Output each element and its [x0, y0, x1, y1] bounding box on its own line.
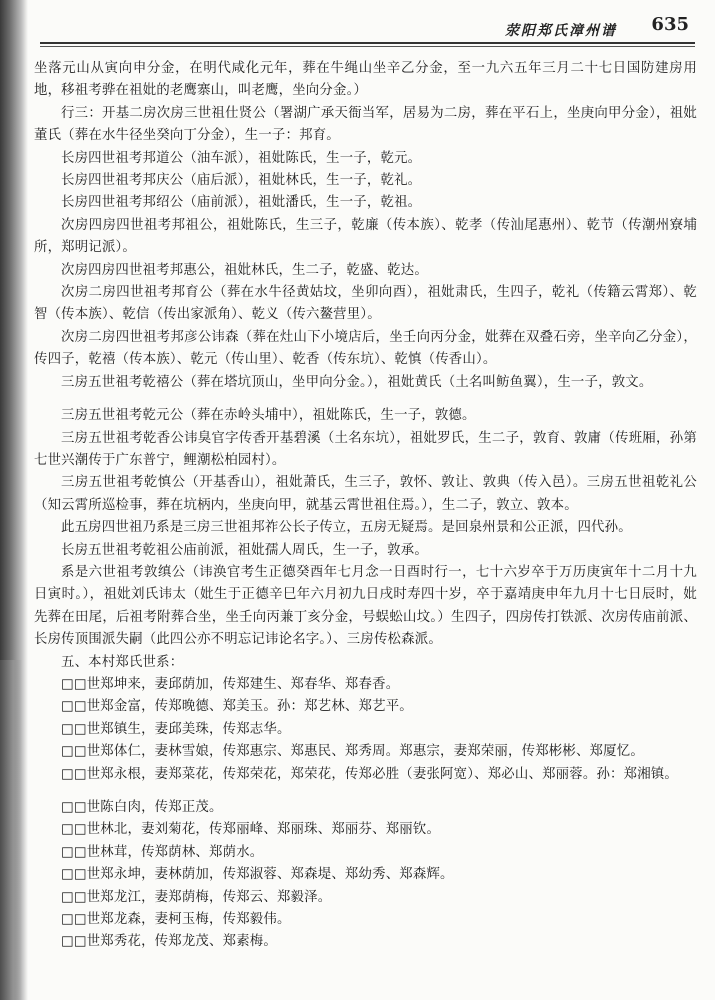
- page-number: 635: [651, 14, 689, 35]
- page-header: [40, 14, 695, 42]
- paragraph: 五、本村郑氏世系：: [61, 654, 184, 670]
- paragraph: 长房四世祖考邦绍公（庙前派），祖妣潘氏，生一子，乾祖。: [61, 195, 422, 211]
- paragraph: 长房五世祖考乾祖公庙前派，祖妣孺人周氏，生一子，敦承。: [61, 542, 428, 558]
- paragraph: 次房二房四世祖考邦彦公讳森（葬在灶山下小境店后，坐壬向丙分金，妣葬在双叠石旁，坐辛向乙分金），传四子，乾禧（传本族）、乾元（传山里）、乾香（传东坑）、乾慎（传香山）。: [34, 329, 697, 368]
- paragraph: □□世林北，妻刘菊花，传郑丽峰、郑丽珠、郑丽芬、郑丽钦。: [61, 822, 441, 838]
- paragraph: □□世郑秀花，传郑龙茂、郑素梅。: [61, 934, 277, 950]
- paragraph: □□世郑金富，传郑晚德、郑美玉。孙：郑艺林、郑艺平。: [61, 699, 413, 715]
- paragraph: □□世郑永坤，妻林荫加，传郑淑蓉、郑森堤、郑幼秀、郑森辉。: [61, 867, 454, 883]
- paragraph: 长房四世祖考邦庆公（庙后派），祖妣林氏，生一子，乾礼。: [61, 173, 422, 189]
- running-title: 荥阳郑氏漳州谱: [505, 23, 617, 39]
- paragraph: □□世郑体仁，妻林雪娘，传郑惠宗、郑惠民、郑秀周。郑惠宗，妻郑荣丽，传郑彬彬、郑厦忆。: [61, 744, 644, 760]
- header-rule: [40, 42, 695, 44]
- paragraph: 三房五世祖考乾元公（葬在赤岭头埔中），祖妣陈氏，生一子，敦德。: [61, 408, 476, 424]
- header-rule-thin: [40, 46, 695, 47]
- paragraph: 坐落元山从寅向申分金，在明代咸化元年，葬在牛绳山坐辛乙分金，至一九六五年三月二十七日国防建房用地，移祖考骅在祖妣的老鹰寨山，叫老鹰，坐向分金。）: [34, 61, 697, 99]
- paragraph: 系是六世祖考敦缜公（讳涣官考生正德癸酉年七月念一日酉时行一，七十六岁卒于万历庚寅年十二月十九日寅时。），祖妣刘氏讳太（妣生于正德辛巳年六月初九日戌时寿四十岁，卒于嘉靖庚申年九月十七日辰时，妣先葬在田尾，后祖考附葬合坐，坐壬向丙兼丁亥分金，号蜈蚣山坟。）生四子，四房传打铁派、次房传庙前派、长房传顶围派失嗣（此四公亦不明忘记讳论名字。）、三房传松森派。: [34, 564, 697, 648]
- book-spine-shadow-lower: [0, 660, 22, 1000]
- paragraph: □□世郑龙江，妻郑荫梅，传郑云、郑毅泽。: [61, 889, 332, 905]
- paragraph: □□世郑镇生，妻邱美珠，传郑志华。: [61, 721, 291, 737]
- paragraph: 行三：开基二房次房三世祖仕贤公（署湖广承天衙当军，居易为二房，葬在平石上，坐庚向甲分金），祖妣董氏（葬在水牛径坐癸向丁分金），生一子：邦育。: [34, 105, 697, 144]
- paragraph: 长房四世祖考邦道公（油车派），祖妣陈氏，生一子，乾元。: [61, 150, 422, 166]
- paragraph: 三房五世祖考乾慎公（开基香山），祖妣萧氏，生三子，敦怀、敦让、敦典（传入邑）。三房五世祖乾礼公（知云霄所巡检事，葬在坑柄内，坐庚向甲，就基云霄世祖住焉。），生二子，敦立、敦本。: [34, 475, 697, 513]
- paragraph: 三房五世祖考乾禧公（葬在塔坑顶山，坐甲向分金。），祖妣黄氏（土名叫鲂鱼翼），生一子，敦文。: [61, 374, 653, 390]
- paragraph: 次房四房四世祖考邦祖公，祖妣陈氏，生三子，乾廉（传本族）、乾孝（传汕尾惠州）、乾节（传潮州寮埔所，郑明记派）。: [34, 217, 697, 256]
- page-body: [34, 58, 697, 954]
- paragraph: 此五房四世祖乃系是三房三世祖邦祚公长子传立，五房无疑焉。是回泉州景和公正派，四代孙。: [61, 520, 632, 536]
- paragraph: □□世陈白肉，传郑正茂。: [61, 800, 223, 815]
- paragraph: □□世郑坤来，妻邱荫加，传郑建生、郑春华、郑春香。: [61, 676, 400, 692]
- paragraph: 次房四房四世祖考邦惠公，祖妣林氏，生二子，乾盛、乾达。: [61, 262, 428, 278]
- paragraph: 次房二房四世祖考邦育公（葬在水牛径黄姑坟，坐卯向酉），祖妣肃氏，生四子，乾礼（传籍云霄郑）、乾智（传本族）、乾信（传出家派角）、乾义（传六鳌营里）。: [34, 285, 697, 323]
- paragraph: 三房五世祖考乾香公讳臭官字传香开基碧溪（土名东坑），祖妣罗氏，生二子，敦育、敦庸（传班厢，孙第七世兴潮传于广东普宁，鲤潮松柏园村）。: [34, 430, 697, 468]
- paragraph: □□世林茸，传郑荫林、郑荫水。: [61, 844, 264, 860]
- paragraph: □□世郑永根，妻郑菜花，传郑荣花，郑荣花，传郑必胜（妻张阿宽）、郑必山、郑丽蓉。孙：郑湘镇。: [61, 766, 678, 782]
- paragraph: □□世郑龙森，妻柯玉梅，传郑毅伟。: [61, 912, 291, 928]
